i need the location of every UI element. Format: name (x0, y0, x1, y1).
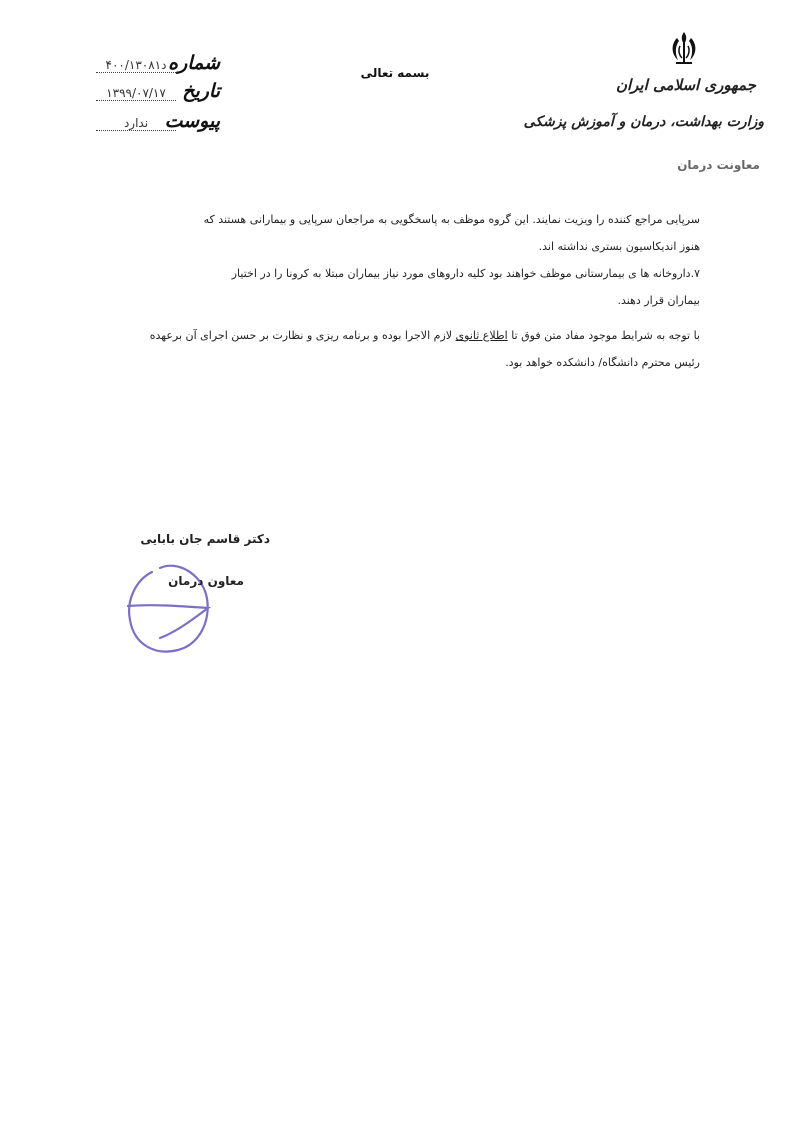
text-line: بیماران قرار دهند. (617, 294, 700, 307)
ministry-name-line: وزارت بهداشت، درمان و آموزش پزشکی (523, 114, 764, 130)
letter-number-row (70, 52, 220, 76)
letter-date-row (70, 80, 220, 104)
ministry-country-line: جمهوری اسلامی ایران (615, 76, 756, 94)
text-line (92, 322, 700, 349)
date-value: ۱۳۹۹/۰۷/۱۷ (96, 86, 176, 101)
number-value: د۴۰۰/۱۳۰۸۱ (96, 58, 176, 73)
text-line: هنوز اندیکاسیون بستری نداشته اند. (538, 240, 700, 253)
signatory-title: معاون درمان (168, 574, 244, 588)
text-line: رئیس محترم دانشگاه/ دانشکده خواهد بود. (505, 356, 700, 369)
paragraph-closing (92, 322, 700, 376)
text-line: ۷.داروخانه ها ی بیمارستانی موظف خواهند بود کلیه داروهای مورد نیاز بیماران مبتلا به کرونا را در اختیار (231, 267, 700, 280)
iran-emblem-icon (668, 30, 700, 66)
attachment-label: پیوست (164, 110, 220, 132)
basmala-heading: بسمه تعالی (360, 66, 430, 80)
closing-text-end: لازم الاجرا بوده و برنامه ریزی و نظارت بر حسن اجرای آن برعهده (149, 329, 456, 342)
attachment-value: ندارد (96, 116, 176, 131)
ministry-header (523, 30, 764, 150)
date-label: تاریخ (182, 80, 220, 102)
text-line: سرپایی مراجع کننده را ویزیت نمایند. این گروه موظف به پاسخگویی به مراجعان سرپایی و بیمارانی هستند که (203, 213, 700, 226)
closing-text-start: با توجه به شرایط موجود مفاد متن فوق تا (507, 329, 700, 342)
attachment-row (70, 110, 220, 134)
closing-underlined-text: اطلاع ثانوی (455, 329, 508, 342)
signatory-name: دکتر قاسم جان بابایی (140, 532, 270, 546)
department-name: معاونت درمان (677, 158, 760, 172)
number-label: شماره (168, 52, 220, 74)
paragraph-outpatient (92, 206, 700, 314)
